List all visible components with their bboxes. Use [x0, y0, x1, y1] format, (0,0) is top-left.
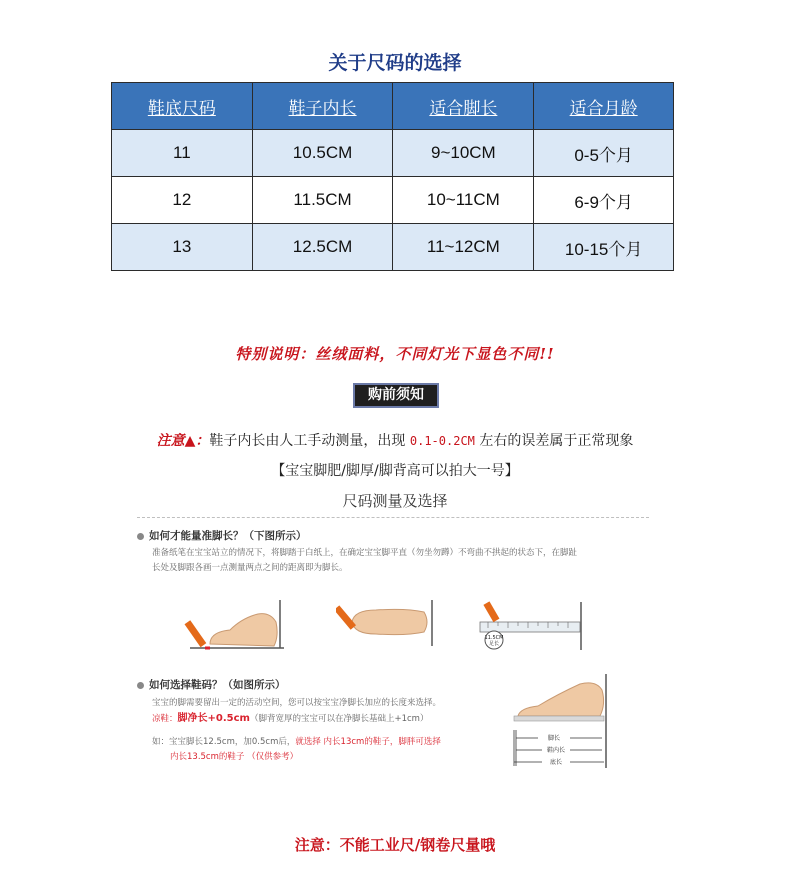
- guide-title: 尺码测量及选择: [342, 492, 448, 510]
- notice-badge: 购前须知: [353, 383, 439, 408]
- foot-side-figure: [180, 592, 290, 652]
- ruler-icon: [480, 622, 580, 632]
- q2-highlight: 脚净长+0.5cm: [177, 713, 250, 724]
- pencil-icon: [483, 601, 499, 622]
- question-1-body: [152, 546, 652, 576]
- tip-line: 【宝宝脚肥/脚厚/脚背高可以拍大一号】: [271, 463, 519, 479]
- ruler-figure: [478, 600, 588, 652]
- attention-text-b: 左右的误差属于正常现象: [479, 433, 634, 449]
- table-cell: 11: [112, 130, 253, 177]
- header-sole-size: 鞋底尺码: [112, 83, 253, 130]
- insole-shape: [514, 716, 604, 721]
- insole-figure: [508, 670, 612, 770]
- page-title: 关于尺码的选择: [328, 52, 462, 74]
- question-2-body: [152, 696, 502, 765]
- table-cell: 9~10CM: [393, 130, 534, 177]
- table-row: [112, 177, 674, 224]
- table-cell: 13: [112, 224, 253, 271]
- table-cell: 12.5CM: [252, 224, 393, 271]
- table-cell: 10~11CM: [393, 177, 534, 224]
- foot-shape: [518, 683, 604, 716]
- table-row: [112, 224, 674, 271]
- q1-body-line-1: 准备纸笔在宝宝站立的情况下，将脚踏于白纸上，在确定宝宝脚平直（勿坐勿蹲）不弯曲不拱起的状态下，在脚趾: [152, 548, 578, 558]
- measure-label-foot: 脚长: [547, 735, 561, 742]
- foot-top-shape: [352, 609, 427, 634]
- attention-range: 0.1-0.2CM: [409, 434, 475, 448]
- q2-prefix: 凉鞋：: [152, 714, 178, 724]
- header-foot-length: 适合脚长: [393, 83, 534, 130]
- measure-label-inner: 鞋内长: [546, 747, 566, 754]
- q2-body-line-2: [152, 711, 502, 727]
- q2-body-line-1: 宝宝的脚需要留出一定的活动空间，您可以按宝宝净脚长加应的长度来选择。: [152, 698, 442, 708]
- question-2-title: [137, 677, 286, 692]
- attention-text-a: 鞋子内长由人工手动测量，出现: [209, 433, 406, 449]
- bullet-icon: [137, 682, 144, 689]
- size-table: [111, 82, 674, 271]
- ruler-label-2: 足长: [488, 641, 500, 647]
- question-2-label: 如何选择鞋码？（如图所示）: [149, 679, 286, 691]
- table-cell: 10-15个月: [534, 224, 674, 271]
- table-cell: 0-5个月: [534, 130, 674, 177]
- foot-side-shape: [210, 614, 277, 646]
- question-1-title: [137, 528, 307, 543]
- q1-body-line-2: 长处及脚跟各画一点测量两点之间的距离即为脚长。: [152, 563, 348, 573]
- table-cell: 12: [112, 177, 253, 224]
- bullet-icon: [137, 533, 144, 540]
- foot-top-figure: [336, 598, 440, 648]
- guide-divider: [137, 517, 649, 518]
- q2-example-line-2: 内长13.5cm的鞋子 （仅供参考）: [170, 752, 299, 762]
- bottom-note: 注意：不能工业尺/钢卷尺量哦: [294, 836, 496, 854]
- table-cell: 6-9个月: [534, 177, 674, 224]
- table-cell: 11.5CM: [252, 177, 393, 224]
- table-cell: 10.5CM: [252, 130, 393, 177]
- header-age: 适合月龄: [534, 83, 674, 130]
- special-note: 特别说明：丝绒面料，不同灯光下显色不同!!: [235, 345, 555, 363]
- q2-example-1b: 就选择 内长13cm的鞋子，脚胖可选择: [295, 737, 441, 747]
- pencil-icon: [185, 620, 207, 647]
- question-1-label: 如何才能量准脚长？（下图所示）: [149, 530, 307, 542]
- table-header-row: [112, 83, 674, 130]
- q2-example-1a: 如：宝宝脚长12.5cm，加0.5cm后，: [152, 737, 296, 747]
- attention-line: [0, 430, 790, 450]
- q2-suffix: （脚背宽厚的宝宝可以在净脚长基础上+1cm）: [249, 714, 429, 724]
- attention-prefix: 注意▲：: [156, 433, 210, 449]
- measure-label-sole: 底长: [549, 759, 563, 766]
- table-cell: 11~12CM: [393, 224, 534, 271]
- pencil-icon: [336, 605, 356, 629]
- table-row: [112, 130, 674, 177]
- q2-example-line-1: [152, 735, 502, 750]
- ruler-label-1: 11.5CM: [484, 635, 504, 641]
- header-inner-length: 鞋子内长: [252, 83, 393, 130]
